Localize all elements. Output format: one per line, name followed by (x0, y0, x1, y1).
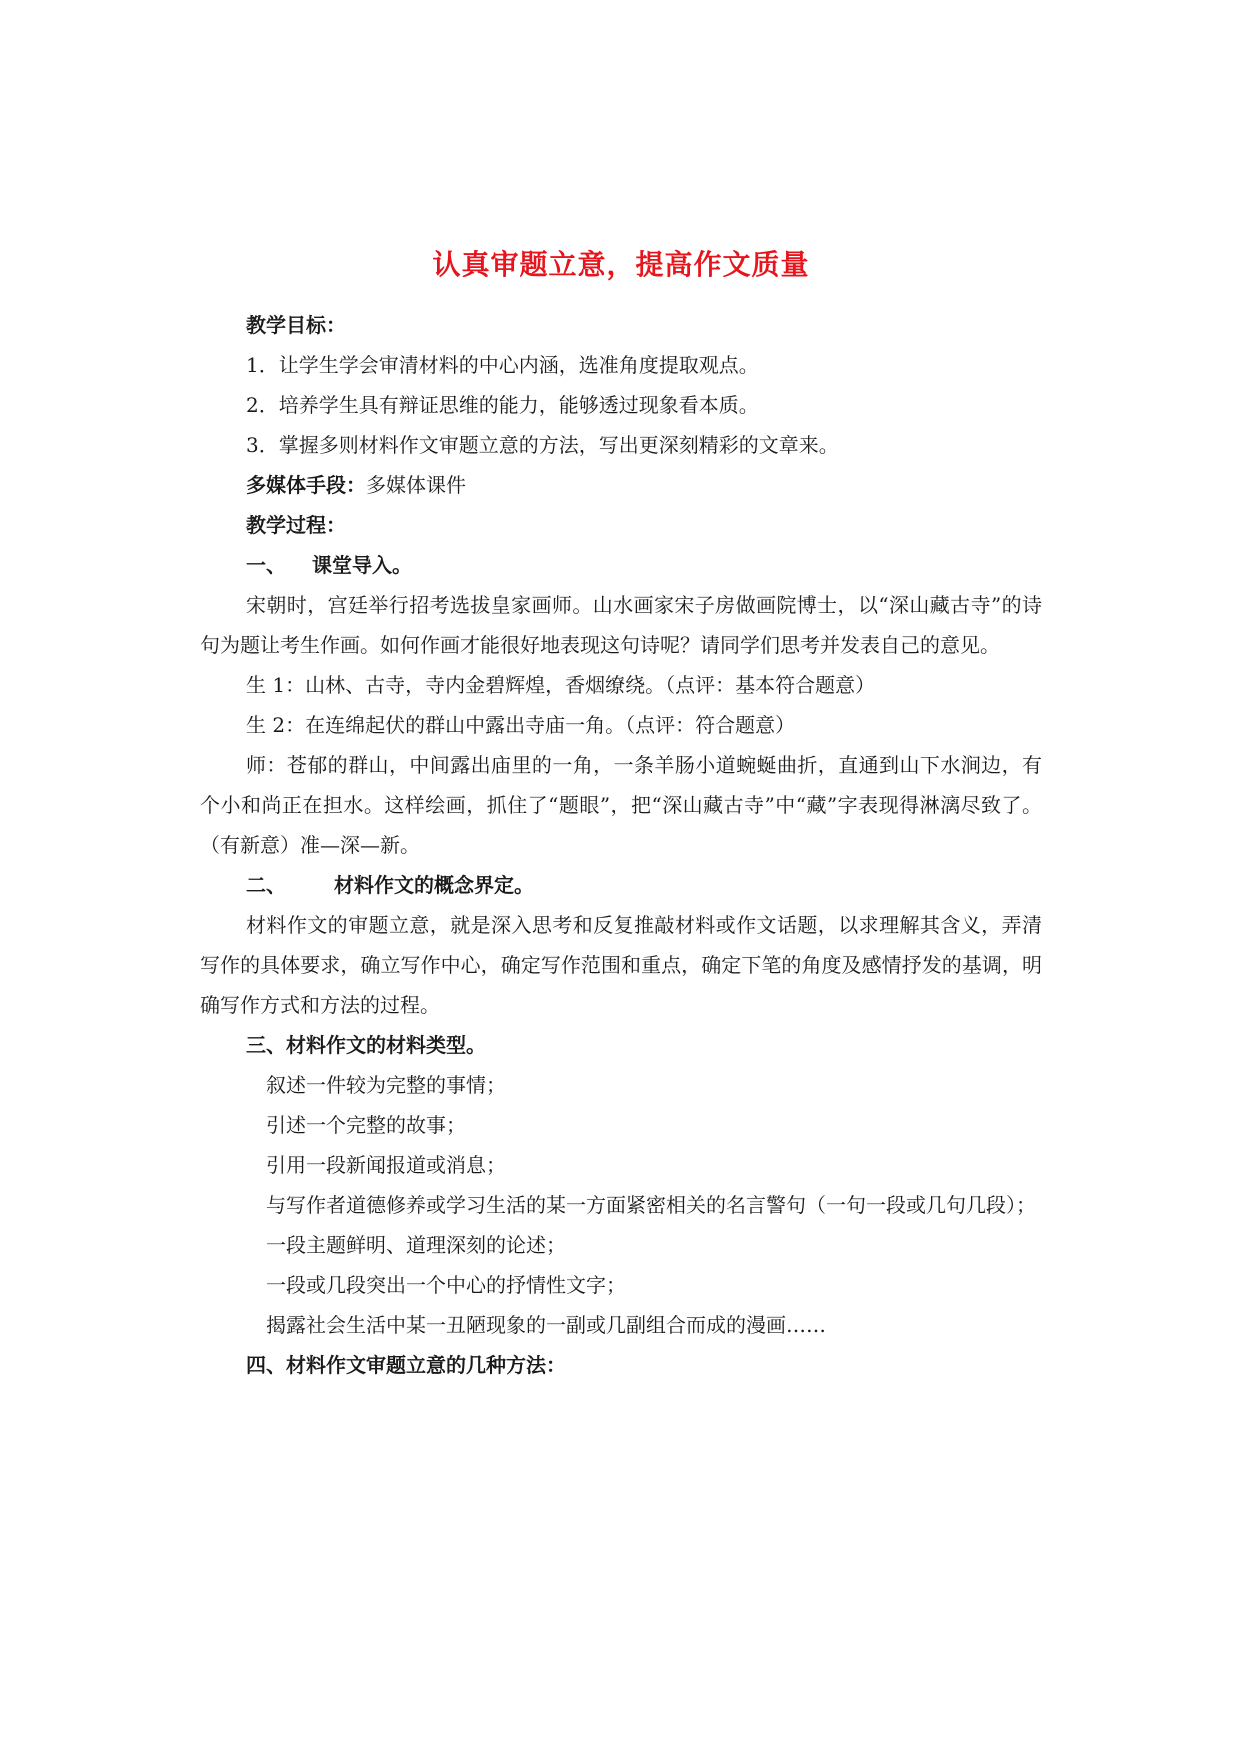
section2-body: 材料作文的审题立意，就是深入思考和反复推敲材料或作文话题，以求理解其含义，弄清写作的具体要求，确立写作中心，确定写作范围和重点，确定下笔的角度及感情抒发的基调，明确写作方式和方法的过程。 (200, 913, 1042, 1017)
section1-number: 一、 (246, 553, 286, 577)
section1-student2: 生 2：在连绵起伏的群山中露出寺庙一角。（点评：符合题意） (246, 713, 796, 737)
process-heading: 教学过程： (246, 513, 346, 537)
section3-item-6: 一段或几段突出一个中心的抒情性文字； (266, 1273, 626, 1297)
media-value: 多媒体课件 (366, 473, 466, 497)
objective-item-3: 3．掌握多则材料作文审题立意的方法，写出更深刻精彩的文章来。 (246, 433, 839, 457)
section2-title: 材料作文的概念界定。 (334, 873, 534, 897)
section3-item-2: 引述一个完整的故事； (266, 1113, 466, 1137)
media-line (200, 465, 1042, 505)
section1-title: 课堂导入。 (312, 553, 412, 577)
section3-item-7: 揭露社会生活中某一丑陋现象的一副或几副组合而成的漫画…… (266, 1313, 826, 1337)
objective-item-2: 2．培养学生具有辩证思维的能力，能够透过现象看本质。 (246, 393, 759, 417)
section3-item-5: 一段主题鲜明、道理深刻的论述； (266, 1233, 566, 1257)
section1-intro: 宋朝时，宫廷举行招考选拔皇家画师。山水画家宋子房做画院博士，以“深山藏古寺”的诗句为题让考生作画。如何作画才能很好地表现这句诗呢？请同学们思考并发表自己的意见。 (200, 593, 1042, 657)
section3-item-4: 与写作者道德修养或学习生活的某一方面紧密相关的名言警句（一句一段或几句几段）； (266, 1193, 1036, 1217)
section4-heading: 四、材料作文审题立意的几种方法： (246, 1353, 566, 1377)
objectives-heading: 教学目标： (246, 313, 346, 337)
section3-item-3: 引用一段新闻报道或消息； (266, 1153, 506, 1177)
objective-item-1: 1．让学生学会审清材料的中心内涵，选准角度提取观点。 (246, 353, 759, 377)
section1-heading (200, 545, 1042, 585)
section2-number: 二、 (246, 873, 286, 897)
media-label: 多媒体手段： (246, 473, 366, 497)
section1-teacher: 师：苍郁的群山，中间露出庙里的一角，一条羊肠小道蜿蜒曲折，直通到山下水涧边，有个小和尚正在担水。这样绘画，抓住了“题眼”，把“深山藏古寺”中“藏”字表现得淋漓尽致了。（有新意）准—深—新。 (200, 753, 1042, 857)
section3-heading: 三、材料作文的材料类型。 (246, 1033, 486, 1057)
section1-student1: 生 1：山林、古寺，寺内金碧辉煌，香烟缭绕。（点评：基本符合题意） (246, 673, 876, 697)
section2-heading (200, 865, 1042, 905)
document-content (200, 245, 1042, 1385)
section3-item-1: 叙述一件较为完整的事情； (266, 1073, 506, 1097)
document-title: 认真审题立意，提高作文质量 (432, 248, 810, 281)
